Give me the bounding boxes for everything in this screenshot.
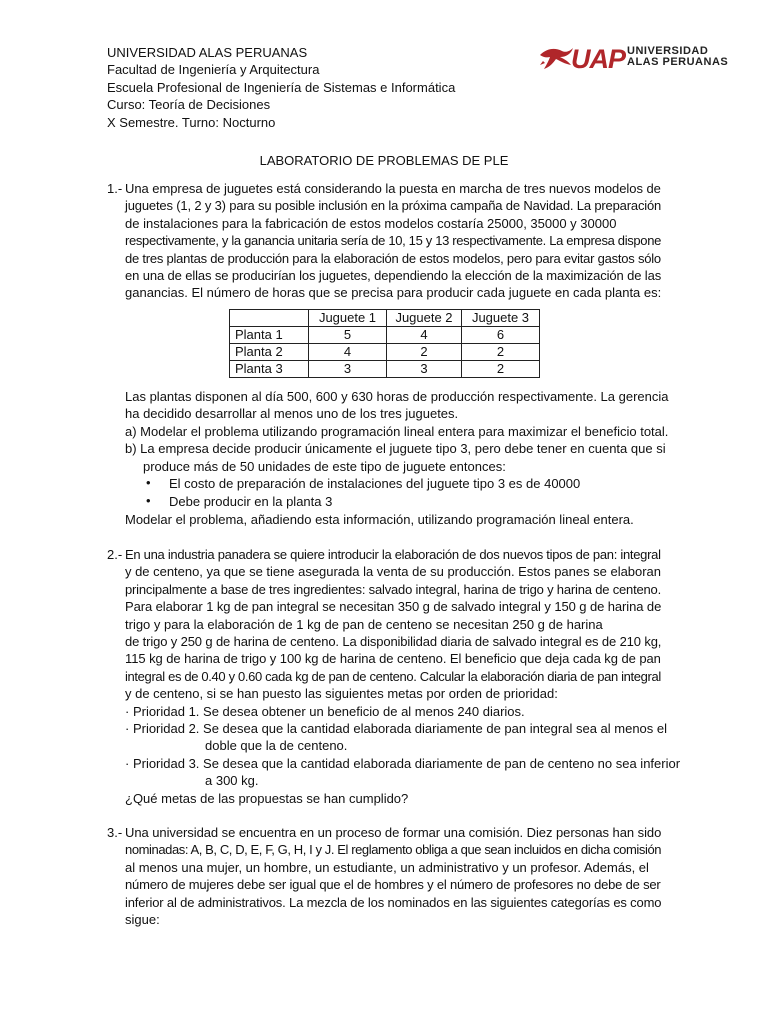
table-cell: Planta 2 xyxy=(230,344,309,361)
problem-1-line: ganancias. El número de horas que se precisa para producir cada juguete en cada planta es: xyxy=(125,285,662,301)
problem-2-line: En una industria panadera se quiere introducir la elaboración de dos nuevos tipos de pan: integral xyxy=(125,547,661,562)
priority-1: · Prioridad 1. Se desea obtener un beneficio de al menos 240 diarios. xyxy=(125,704,525,719)
bullet-icon: • xyxy=(146,475,151,490)
priority-3: · Prioridad 3. Se desea que la cantidad elaborada diariamente de pan de centeno no sea inferior xyxy=(125,756,681,771)
problem-1-text xyxy=(107,180,662,302)
table-header-cell xyxy=(230,310,309,327)
problem-1-line: respectivamente, y la ganancia unitaria sería de 10, 15 y 13 respectivamente. La empresa dispone xyxy=(125,233,662,249)
problem-2-line: trigo y para la elaboración de 1 kg de pan de centeno se necesitan 250 g de harina xyxy=(125,616,603,632)
problem-1-item-a: a) Modelar el problema utilizando programación lineal entera para maximizar el beneficio total. xyxy=(125,424,669,439)
problem-2-line: y de centeno, si se han puesto las siguientes metas por orden de prioridad: xyxy=(125,686,558,702)
problem-2-line: principalmente a base de tres ingredientes: salvado integral, harina de trigo y harina de centeno. xyxy=(125,581,662,597)
table-cell: 2 xyxy=(387,344,462,361)
problem-1-closing: Modelar el problema, añadiendo esta información, utilizando programación lineal entera. xyxy=(125,512,634,527)
problem-3-number: 3.- xyxy=(107,825,123,840)
problem-2-line: integral es de 0.40 y 0.60 cada kg de pan de centeno. Calcular la elaboración diaria de pan integral xyxy=(125,668,661,684)
uap-logo xyxy=(538,43,729,77)
table-cell: 2 xyxy=(462,361,540,378)
problem-2-number: 2.- xyxy=(107,547,123,562)
table-header-cell: Juguete 3 xyxy=(462,310,540,327)
table-cell: 5 xyxy=(309,327,387,344)
table-cell: Planta 1 xyxy=(230,327,309,344)
table-row xyxy=(230,361,540,378)
problem-1-after-line: Las plantas disponen al día 500, 600 y 630 horas de producción respectivamente. La gerencia xyxy=(125,389,669,404)
problem-1-after-line: ha decidido desarrollar al menos uno de los tres juguetes. xyxy=(125,406,459,421)
problem-2-line: 115 kg de harina de trigo y 100 kg de harina de centeno. El beneficio que deja cada kg de pan xyxy=(125,651,661,667)
problem-1-line: de tres plantas de producción para la elaboración de estos modelos, pero para evitar gastos sólo xyxy=(125,250,661,266)
problem-2-line: y de centeno, ya que se tiene asegurada la venta de su producción. Estos panes se elaboran xyxy=(125,564,661,580)
problem-2-line: Para elaborar 1 kg de pan integral se necesitan 350 g de salvado integral y 150 g de harina de xyxy=(125,599,662,615)
bullet-item: Debe producir en la planta 3 xyxy=(169,494,333,509)
problem-3-line: Una universidad se encuentra en un proceso de formar una comisión. Diez personas han sido xyxy=(125,825,662,840)
eagle-icon xyxy=(538,43,574,73)
faculty-name: Facultad de Ingeniería y Arquitectura xyxy=(107,62,320,78)
table-header-row xyxy=(230,310,540,327)
problem-3-line: al menos una mujer, un hombre, un estudiante, un administrativo y un profesor. Además, el xyxy=(125,859,649,875)
school-name: Escuela Profesional de Ingeniería de Sistemas e Informática xyxy=(107,79,456,95)
problem-1-number: 1.- xyxy=(107,181,123,196)
page-title: LABORATORIO DE PROBLEMAS DE PLE xyxy=(259,153,509,168)
logo-name-line1: UNIVERSIDAD xyxy=(627,45,709,57)
logo-name-line2: ALAS PERUANAS xyxy=(627,56,729,68)
course-name: Curso: Teoría de Decisiones xyxy=(107,97,271,113)
institution-header xyxy=(107,44,455,131)
table-header-cell: Juguete 1 xyxy=(309,310,387,327)
problem-1-line: juguetes (1, 2 y 3) para su posible inclusión en la próxima campaña de Navidad. La preparación xyxy=(125,198,662,214)
problem-2-question: ¿Qué metas de las propuestas se han cumplido? xyxy=(125,791,409,806)
problem-2-line: de trigo y 250 g de harina de centeno. La disponibilidad diaria de salvado integral es de 210 kg, xyxy=(125,634,662,650)
problem-1-item-b-cont: produce más de 50 unidades de este tipo de juguete entonces: xyxy=(143,459,506,474)
bullet-icon: • xyxy=(146,493,151,508)
problem-3-line: sigue: xyxy=(125,912,160,928)
problem-1-line: en una de ellas se producirían los juguetes, dependiendo la elección de la maximización de las xyxy=(125,268,662,284)
table-row xyxy=(230,327,540,344)
logo-brand: UAP xyxy=(571,44,626,74)
table-cell: 2 xyxy=(462,344,540,361)
priority-3-cont: a 300 kg. xyxy=(205,773,259,788)
problem-3-text xyxy=(107,824,662,928)
table-cell: 4 xyxy=(387,327,462,344)
table-cell: 4 xyxy=(309,344,387,361)
problem-1-line: Una empresa de juguetes está considerando la puesta en marcha de tres nuevos modelos de xyxy=(125,181,661,196)
hours-table xyxy=(229,309,540,378)
problem-1-item-b: b) La empresa decide producir únicamente el juguete tipo 3, pero debe tener en cuenta que si xyxy=(125,441,666,456)
problem-3-line: nominadas: A, B, C, D, E, F, G, H, I y J. El reglamento obliga a que sean incluidos en dicha comisión xyxy=(125,842,662,858)
problem-3-line: número de mujeres debe ser igual que el de hombres y el número de profesores no debe de ser xyxy=(125,877,661,893)
priority-2-cont: doble que la de centeno. xyxy=(205,738,348,753)
university-name: UNIVERSIDAD ALAS PERUANAS xyxy=(107,45,308,60)
table-cell: 3 xyxy=(309,361,387,378)
problem-1-line: de instalaciones para la fabricación de estos modelos costaría 25000, 35000 y 30000 xyxy=(125,215,617,231)
problem-2-text xyxy=(107,546,662,703)
table-row xyxy=(230,344,540,361)
table-cell: Planta 3 xyxy=(230,361,309,378)
bullet-item: El costo de preparación de instalaciones del juguete tipo 3 es de 40000 xyxy=(169,476,581,491)
logo-university-name xyxy=(627,46,728,68)
table-cell: 6 xyxy=(462,327,540,344)
priority-2: · Prioridad 2. Se desea que la cantidad elaborada diariamente de pan integral sea al menos el xyxy=(125,721,668,736)
table-header-cell: Juguete 2 xyxy=(387,310,462,327)
semester-shift: X Semestre. Turno: Nocturno xyxy=(107,114,276,130)
table-cell: 3 xyxy=(387,361,462,378)
problem-3-line: inferior al de administrativos. La mezcla de los nominados en las siguientes categorías es como xyxy=(125,894,662,910)
